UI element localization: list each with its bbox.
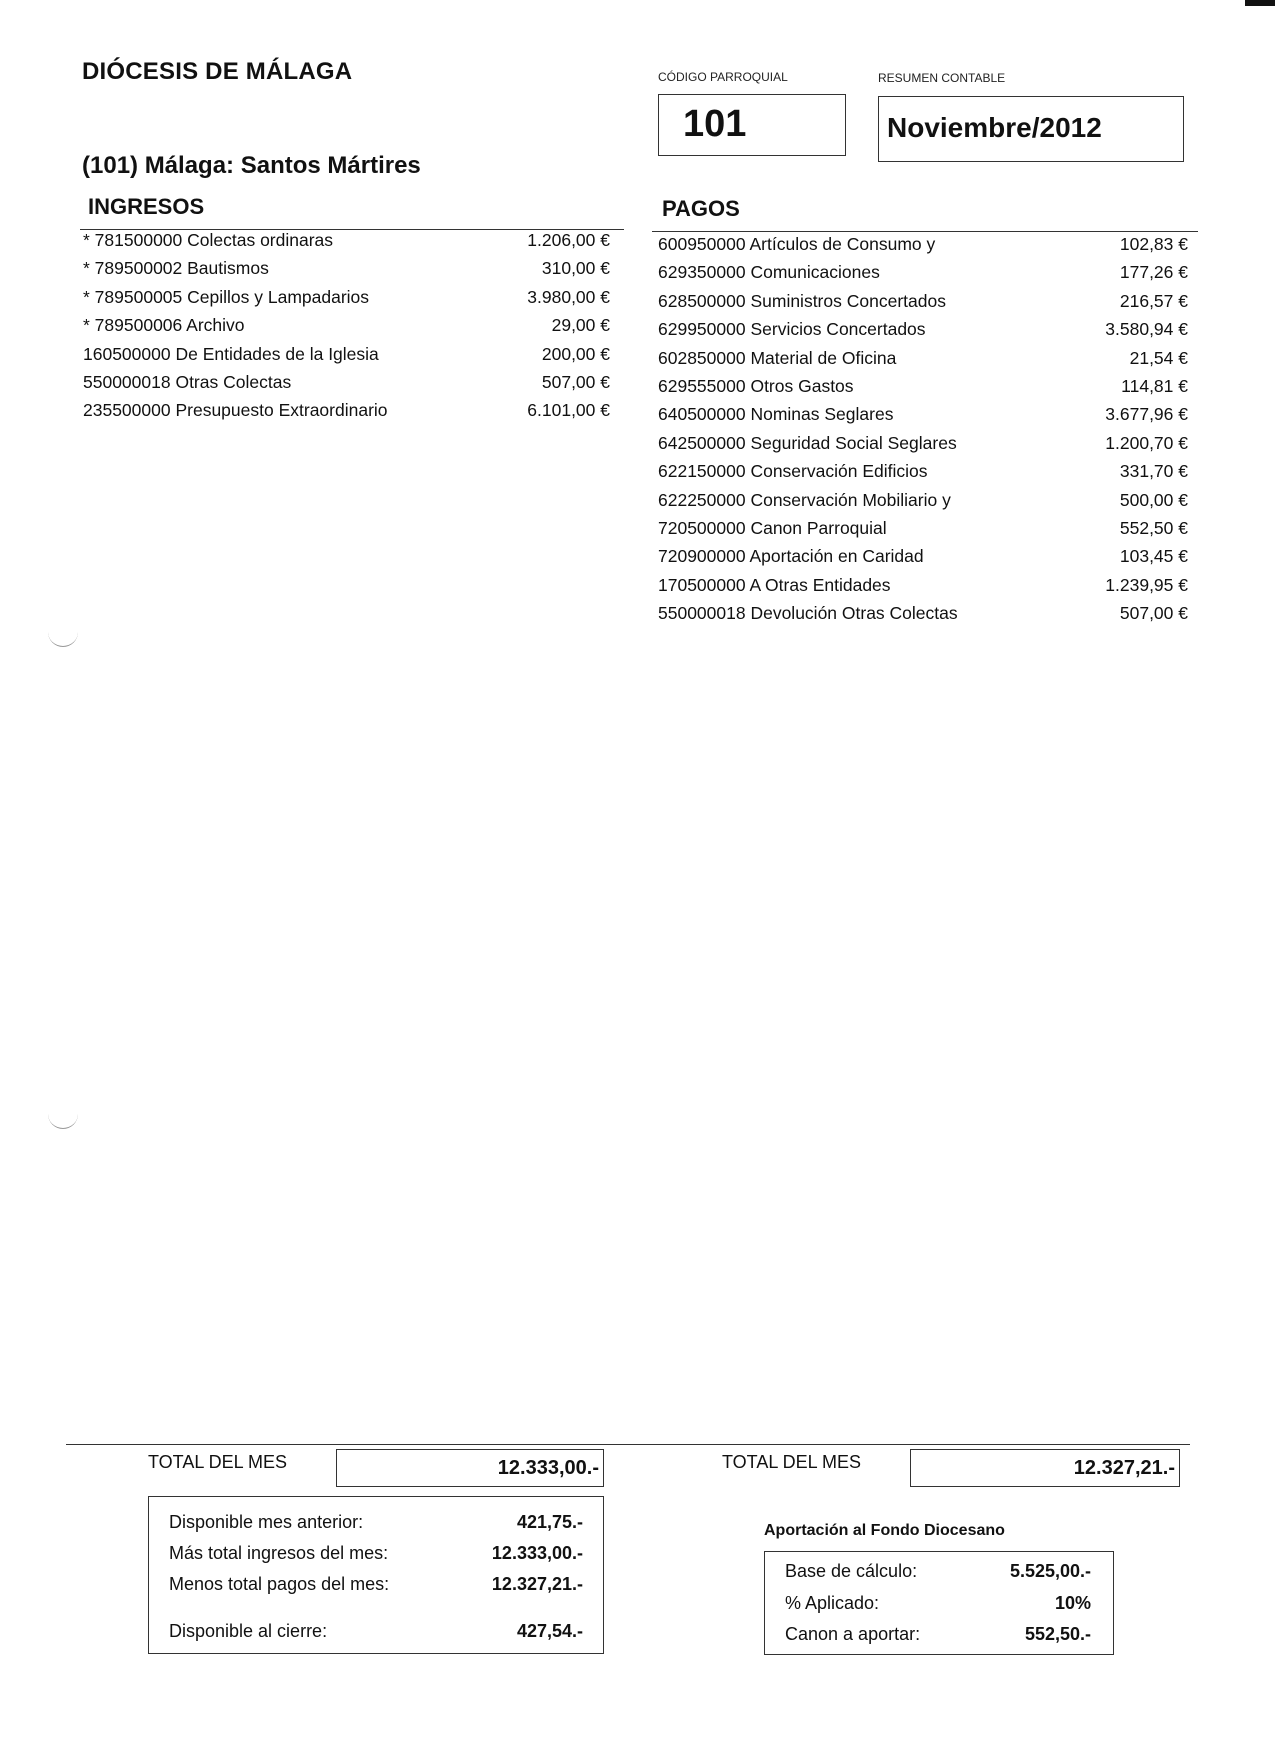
pagos-row <box>658 542 1188 570</box>
pagos-amount: 177,26 € <box>1119 262 1188 283</box>
summary-payments-label: Menos total pagos del mes: <box>169 1574 390 1594</box>
pagos-desc: 600950000 Artículos de Consumo y <box>658 234 936 254</box>
pagos-row <box>658 287 1188 315</box>
balance-summary-box <box>148 1496 604 1654</box>
summary-line-payments <box>169 1571 595 1597</box>
punch-hole-mark <box>48 630 78 647</box>
ingresos-row <box>83 368 610 396</box>
ingresos-title: INGRESOS <box>88 194 205 219</box>
pagos-row <box>658 486 1188 514</box>
pagos-desc: 642500000 Seguridad Social Seglares <box>658 432 957 453</box>
fund-base-value: 5.525,00.- <box>1009 1561 1091 1581</box>
pagos-row <box>658 372 1188 400</box>
pagos-row <box>658 400 1188 428</box>
period-box <box>878 96 1184 162</box>
summary-previous-value: 421,75.- <box>516 1512 583 1532</box>
ingresos-row <box>83 254 610 282</box>
pagos-total-box <box>910 1449 1180 1487</box>
summary-payments-value: 12.327,21.- <box>491 1574 583 1594</box>
pagos-total-label: TOTAL DEL MES <box>722 1452 862 1472</box>
pagos-desc: 640500000 Nominas Seglares <box>658 404 894 425</box>
fund-line-canon <box>785 1621 1105 1647</box>
pagos-amount: 103,45 € <box>1119 546 1188 567</box>
pagos-desc: 720900000 Aportación en Caridad <box>658 546 924 567</box>
pagos-desc: 720500000 Canon Parroquial <box>658 518 887 538</box>
parish-code-box <box>658 94 846 156</box>
fund-title: Aportación al Fondo Diocesano <box>764 1522 1005 1539</box>
summary-line-income <box>169 1540 595 1566</box>
ingresos-row <box>83 396 610 424</box>
accounting-summary-label: RESUMEN CONTABLE <box>878 71 1006 85</box>
summary-income-label: Más total ingresos del mes: <box>169 1543 389 1563</box>
fund-box <box>764 1551 1114 1655</box>
pagos-row <box>658 230 1188 258</box>
summary-income-value: 12.333,00.- <box>491 1543 583 1563</box>
pagos-desc: 629350000 Comunicaciones <box>658 262 880 283</box>
ingresos-amount: 3.980,00 € <box>527 286 610 307</box>
ingresos-row <box>83 226 610 254</box>
pagos-row <box>658 315 1188 343</box>
ingresos-row <box>83 283 610 311</box>
totals-divider <box>66 1444 1190 1445</box>
summary-line-previous <box>169 1509 595 1535</box>
pagos-amount: 331,70 € <box>1119 461 1188 482</box>
fund-canon-value: 552,50.- <box>1024 1624 1091 1644</box>
pagos-amount: 507,00 € <box>1119 603 1188 624</box>
ingresos-desc: 160500000 De Entidades de la Iglesia <box>83 343 379 364</box>
summary-closing-value: 427,54.- <box>516 1621 583 1641</box>
pagos-desc: 629555000 Otros Gastos <box>658 376 854 396</box>
pagos-amount: 3.677,96 € <box>1105 404 1188 425</box>
pagos-title: PAGOS <box>662 196 740 221</box>
ingresos-row <box>83 311 610 339</box>
ingresos-amount: 200,00 € <box>541 343 610 364</box>
pagos-amount: 500,00 € <box>1119 489 1188 510</box>
fund-base-label: Base de cálculo: <box>785 1561 918 1581</box>
diocese-title: DIÓCESIS DE MÁLAGA <box>82 58 353 85</box>
summary-line-closing <box>169 1618 595 1644</box>
pagos-row <box>658 258 1188 286</box>
ingresos-desc: * 789500006 Archivo <box>83 315 245 336</box>
pagos-row <box>658 599 1188 627</box>
scan-corner-mark <box>1245 0 1275 6</box>
ingresos-row <box>83 340 610 368</box>
pagos-row <box>658 571 1188 599</box>
pagos-row <box>658 514 1188 542</box>
pagos-desc: 629950000 Servicios Concertados <box>658 319 926 340</box>
pagos-amount: 1.200,70 € <box>1105 432 1188 453</box>
pagos-desc: 550000018 Devolución Otras Colectas <box>658 603 958 624</box>
ingresos-desc: * 789500005 Cepillos y Lampadarios <box>83 286 370 307</box>
ingresos-amount: 6.101,00 € <box>527 400 610 421</box>
period-value: Noviembre/2012 <box>887 112 1102 143</box>
pagos-row <box>658 429 1188 457</box>
ingresos-desc: * 789500002 Bautismos <box>83 258 269 279</box>
fund-line-base <box>785 1558 1105 1584</box>
ingresos-amount: 29,00 € <box>551 315 610 336</box>
pagos-amount: 552,50 € <box>1119 518 1188 538</box>
ingresos-total-box <box>336 1449 604 1487</box>
pagos-list <box>658 230 1188 630</box>
summary-previous-label: Disponible mes anterior: <box>169 1512 364 1532</box>
parish-name: (101) Málaga: Santos Mártires <box>82 152 421 179</box>
ingresos-amount: 507,00 € <box>541 372 610 392</box>
pagos-desc: 602850000 Material de Oficina <box>658 347 897 368</box>
parish-code-label: CÓDIGO PARROQUIAL <box>658 70 788 84</box>
pagos-amount: 21,54 € <box>1129 347 1188 368</box>
ingresos-total-label: TOTAL DEL MES <box>148 1452 288 1472</box>
fund-percent-label: % Aplicado: <box>785 1593 880 1613</box>
pagos-row <box>658 344 1188 372</box>
ingresos-total-value: 12.333,00.- <box>497 1457 599 1479</box>
pagos-amount: 3.580,94 € <box>1105 319 1188 340</box>
pagos-amount: 114,81 € <box>1121 376 1188 396</box>
ingresos-amount: 1.206,00 € <box>527 230 610 250</box>
fund-canon-label: Canon a aportar: <box>785 1624 921 1644</box>
pagos-row <box>658 457 1188 485</box>
parish-code-value: 101 <box>683 103 747 145</box>
pagos-desc: 622150000 Conservación Edificios <box>658 461 928 482</box>
ingresos-desc: 235500000 Presupuesto Extraordinario <box>83 400 388 421</box>
pagos-amount: 102,83 € <box>1119 234 1188 254</box>
ingresos-desc: * 781500000 Colectas ordinaras <box>83 230 334 250</box>
ingresos-desc: 550000018 Otras Colectas <box>83 372 292 392</box>
pagos-desc: 622250000 Conservación Mobiliario y <box>658 489 951 510</box>
punch-hole-mark <box>48 1112 78 1129</box>
pagos-amount: 1.239,95 € <box>1105 574 1188 595</box>
pagos-desc: 170500000 A Otras Entidades <box>658 574 891 595</box>
pagos-total-value: 12.327,21.- <box>1073 1457 1175 1479</box>
fund-percent-value: 10% <box>1054 1593 1091 1613</box>
fund-line-percent <box>785 1590 1105 1616</box>
summary-closing-label: Disponible al cierre: <box>169 1621 328 1641</box>
ingresos-amount: 310,00 € <box>541 258 610 279</box>
ingresos-list <box>83 226 610 426</box>
pagos-desc: 628500000 Suministros Concertados <box>658 290 946 311</box>
pagos-amount: 216,57 € <box>1119 290 1188 311</box>
